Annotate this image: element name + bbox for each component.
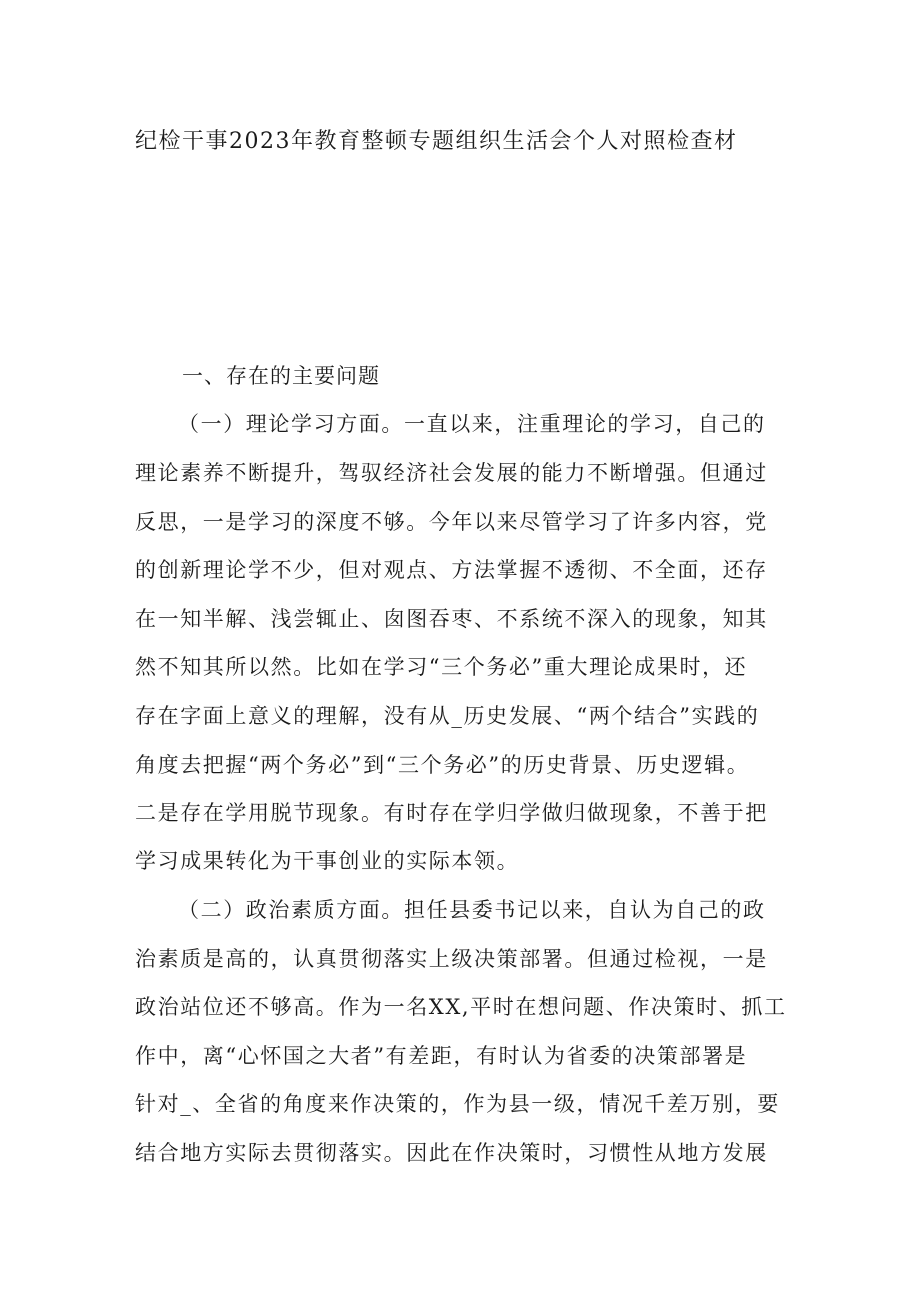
paragraph-line: （一）理论学习方面。一直以来，注重理论的学习，自己的 [178,412,766,436]
paragraph-line: 针对_、全省的角度来作决策的，作为县一级，情况千差万别，要 [135,1092,780,1116]
section-heading: 一、存在的主要问题 [182,364,380,388]
paragraph-line: 政治站位还不够高。作为一名XX,平时在想问题、作决策时、抓工 [135,995,787,1019]
paragraph-line: 作中，离“心怀国之大者”有差距，有时认为省委的决策部署是 [135,1044,748,1068]
paragraph-line: 二是存在学用脱节现象。有时存在学归学做归做现象，不善于把 [135,801,768,825]
paragraph-line: 结合地方实际去贯彻落实。因此在作决策时，习惯性从地方发展 [135,1141,768,1165]
paragraph-line: 然不知其所以然。比如在学习“三个务必”重大理论成果时，还 [135,655,748,679]
paragraph-line: 的创新理论学不少，但对观点、方法掌握不透彻、不全面，还存 [135,558,768,582]
paragraph-line: 反思，一是学习的深度不够。今年以来尽管学习了许多内容，党 [135,510,768,534]
paragraph-line: 学习成果转化为干事创业的实际本领。 [135,849,520,873]
document-title: 纪检干事2023年教育整顿专题组织生活会个人对照检查材 [135,129,738,154]
paragraph-line: 理论素养不断提升，驾驭经济社会发展的能力不断增强。但通过 [135,461,768,485]
paragraph-line: 存在字面上意义的理解，没有从_历史发展、“两个结合”实践的 [135,704,760,728]
paragraph-line: 治素质是高的，认真贯彻落实上级决策部署。但通过检视，一是 [135,947,768,971]
paragraph-line: （二）政治素质方面。担任县委书记以来，自认为自己的政 [178,898,766,922]
paragraph-line: 角度去把握“两个务必”到“三个务必”的历史背景、历史逻辑。 [135,753,750,777]
paragraph-line: 在一知半解、浅尝辄止、囱图吞枣、不系统不深入的现象，知其 [135,607,768,631]
